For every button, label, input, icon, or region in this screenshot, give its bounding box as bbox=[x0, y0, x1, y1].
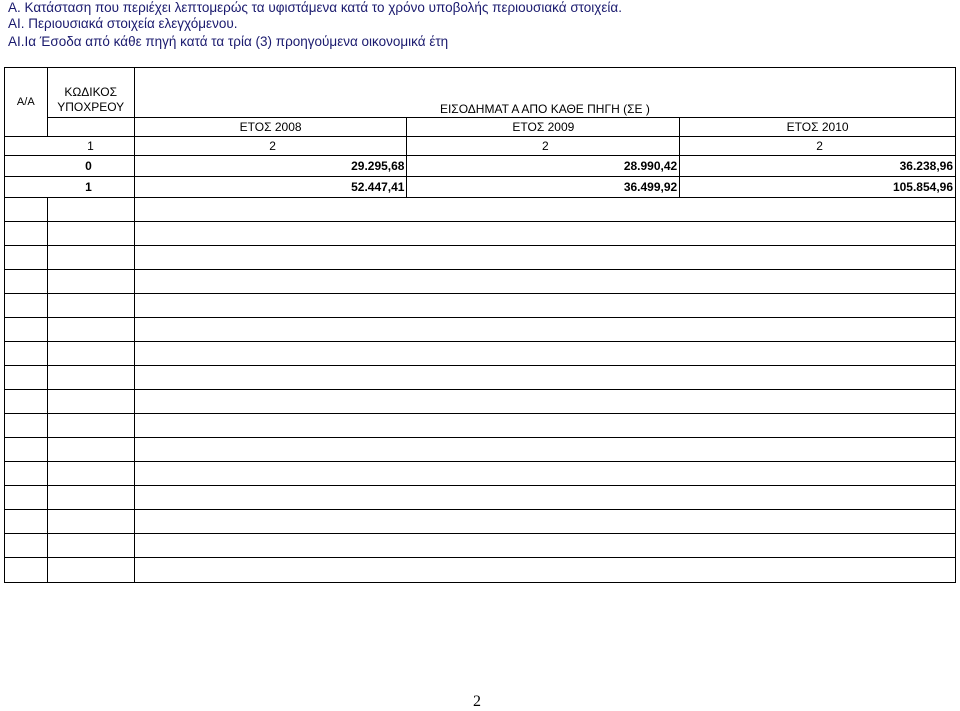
empty-row bbox=[5, 246, 956, 270]
numbering-2c: 2 bbox=[680, 137, 956, 156]
row-code: 0 bbox=[47, 156, 134, 177]
empty-row bbox=[5, 414, 956, 438]
year-2008: ΕΤΟΣ 2008 bbox=[134, 118, 407, 137]
numbering-row bbox=[5, 137, 956, 156]
page-number: 2 bbox=[473, 693, 481, 710]
header-code bbox=[47, 68, 134, 118]
years-blank-cell bbox=[47, 118, 134, 137]
empty-row bbox=[5, 438, 956, 462]
year-2009: ΕΤΟΣ 2009 bbox=[407, 118, 680, 137]
numbering-2b: 2 bbox=[407, 137, 680, 156]
empty-row bbox=[5, 486, 956, 510]
row-value-2008: 29.295,68 bbox=[134, 156, 407, 177]
header-aa: Α/Α bbox=[5, 68, 48, 137]
numbering-blank-cell bbox=[5, 137, 48, 156]
empty-row bbox=[5, 462, 956, 486]
numbering-1: 1 bbox=[47, 137, 134, 156]
empty-row bbox=[5, 318, 956, 342]
header-code-line1: ΚΩΔΙΚΟΣ bbox=[64, 85, 118, 99]
empty-row bbox=[5, 534, 956, 558]
numbering-2a: 2 bbox=[134, 137, 407, 156]
empty-row bbox=[5, 510, 956, 534]
row-aa-cell bbox=[5, 156, 48, 177]
empty-row bbox=[5, 558, 956, 583]
row-value-2009: 36.499,92 bbox=[407, 177, 680, 198]
empty-row bbox=[5, 270, 956, 294]
empty-row bbox=[5, 198, 956, 222]
empty-row bbox=[5, 222, 956, 246]
row-aa-cell bbox=[5, 177, 48, 198]
table-row bbox=[5, 156, 956, 177]
section-heading-ai: ΑΙ. Περιουσιακά στοιχεία ελεγχόμενου. bbox=[8, 16, 238, 31]
empty-row bbox=[5, 366, 956, 390]
row-code: 1 bbox=[47, 177, 134, 198]
empty-row bbox=[5, 294, 956, 318]
empty-row bbox=[5, 390, 956, 414]
table-row bbox=[5, 177, 956, 198]
years-row bbox=[5, 118, 956, 137]
row-value-2010: 105.854,96 bbox=[680, 177, 956, 198]
header-code-line2: ΥΠΟΧΡΕΟΥ bbox=[57, 100, 125, 114]
income-table bbox=[4, 67, 956, 583]
empty-row bbox=[5, 342, 956, 366]
section-heading-aiia: ΑΙ.Ια Έσοδα από κάθε πηγή κατά τα τρία (3) προηγούμενα οικονομικά έτη bbox=[8, 34, 449, 49]
header-income: ΕΙΣΟΔΗΜΑΤ Α ΑΠΟ ΚΑΘΕ ΠΗΓΗ (ΣΕ ) bbox=[134, 68, 955, 118]
section-heading-a: Α. Κατάσταση που περιέχει λεπτομερώς τα υφιστάμενα κατά το χρόνο υποβολής περιουσιακά στοιχεία. bbox=[8, 0, 622, 15]
row-value-2008: 52.447,41 bbox=[134, 177, 407, 198]
table-header-row bbox=[5, 68, 956, 118]
row-value-2009: 28.990,42 bbox=[407, 156, 680, 177]
row-value-2010: 36.238,96 bbox=[680, 156, 956, 177]
year-2010: ΕΤΟΣ 2010 bbox=[680, 118, 956, 137]
